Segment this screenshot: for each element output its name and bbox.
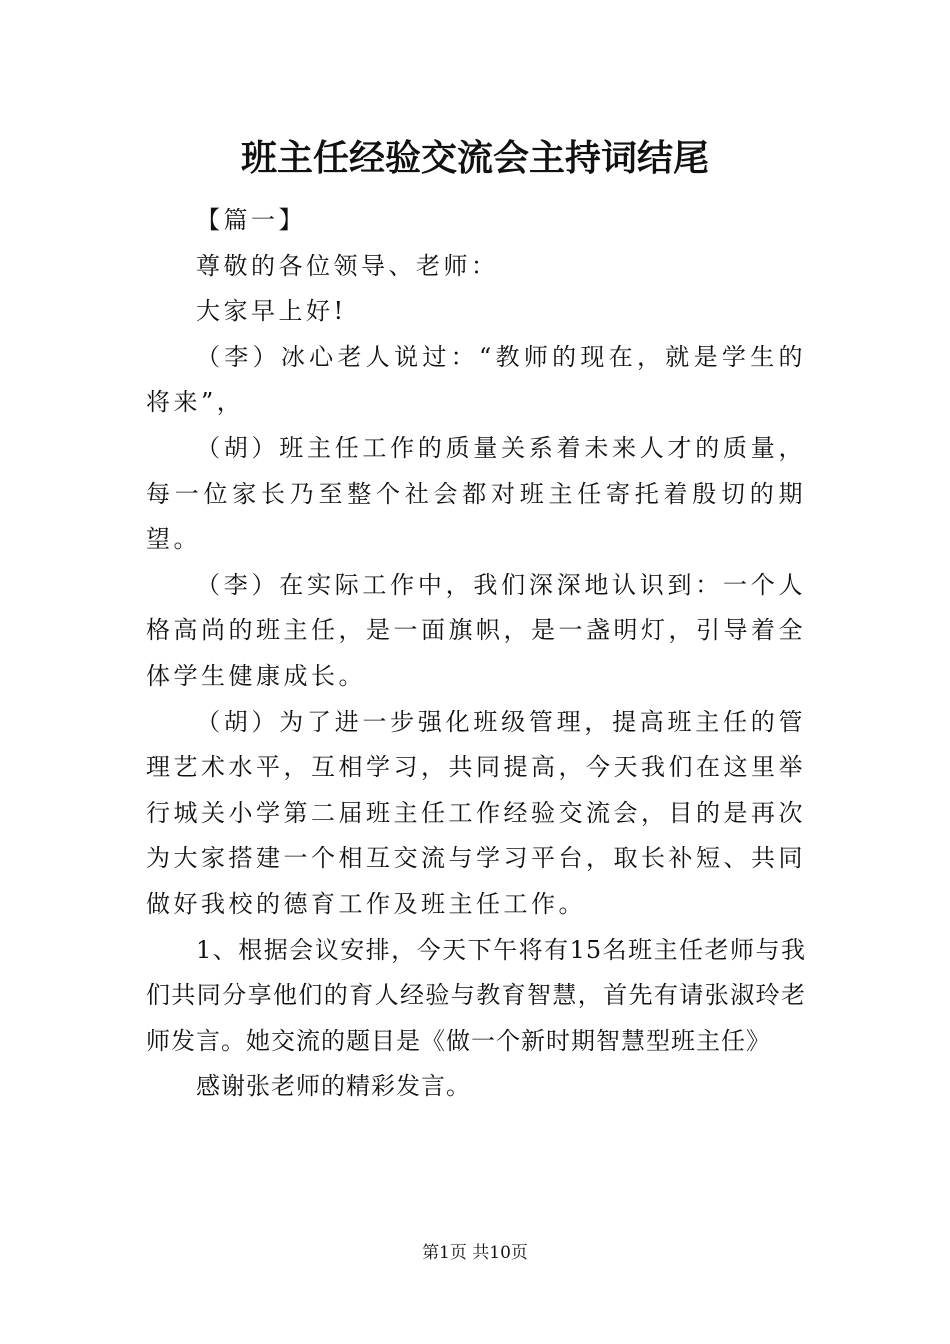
paragraph-hu-2: （胡）为了进一步强化班级管理，提高班主任的管理艺术水平，互相学习，共同提高，今天我们在这里举行城关小学第二届班主任工作经验交流会，目的是再次为大家搭建一个相互交流与学习平台，取长补短、共同做好我校的德育工作及班主任工作。 [146, 707, 806, 918]
document-body [146, 198, 806, 1110]
paragraph-li-1: （李）冰心老人说过：“教师的现在，就是学生的将来”， [146, 342, 806, 417]
paragraph-hu-1: （胡）班主任工作的质量关系着未来人才的质量，每一位家长乃至整个社会都对班主任寄托着殷切的期望。 [146, 433, 806, 554]
page-number-footer: 第1页 共10页 [422, 1243, 528, 1263]
paragraph-li-2: （李）在实际工作中，我们深深地认识到：一个人格高尚的班主任，是一面旗帜，是一盏明灯，引导着全体学生健康成长。 [146, 570, 806, 690]
document-title: 班主任经验交流会主持词结尾 [240, 137, 709, 179]
paragraph-salutation: 尊敬的各位领导、老师： [196, 251, 499, 280]
paragraph-thanks: 感谢张老师的精彩发言。 [196, 1072, 471, 1101]
paragraph-greeting: 大家早上好! [196, 297, 347, 326]
paragraph-item-1: 1、根据会议安排，今天下午将有15名班主任老师与我们共同分享他们的育人经验与教育智慧，首先有请张淑玲老师发言。她交流的题目是《做一个新时期智慧型班主任》 [146, 935, 806, 1055]
paragraph-section-heading: 【篇一】 [196, 206, 306, 234]
